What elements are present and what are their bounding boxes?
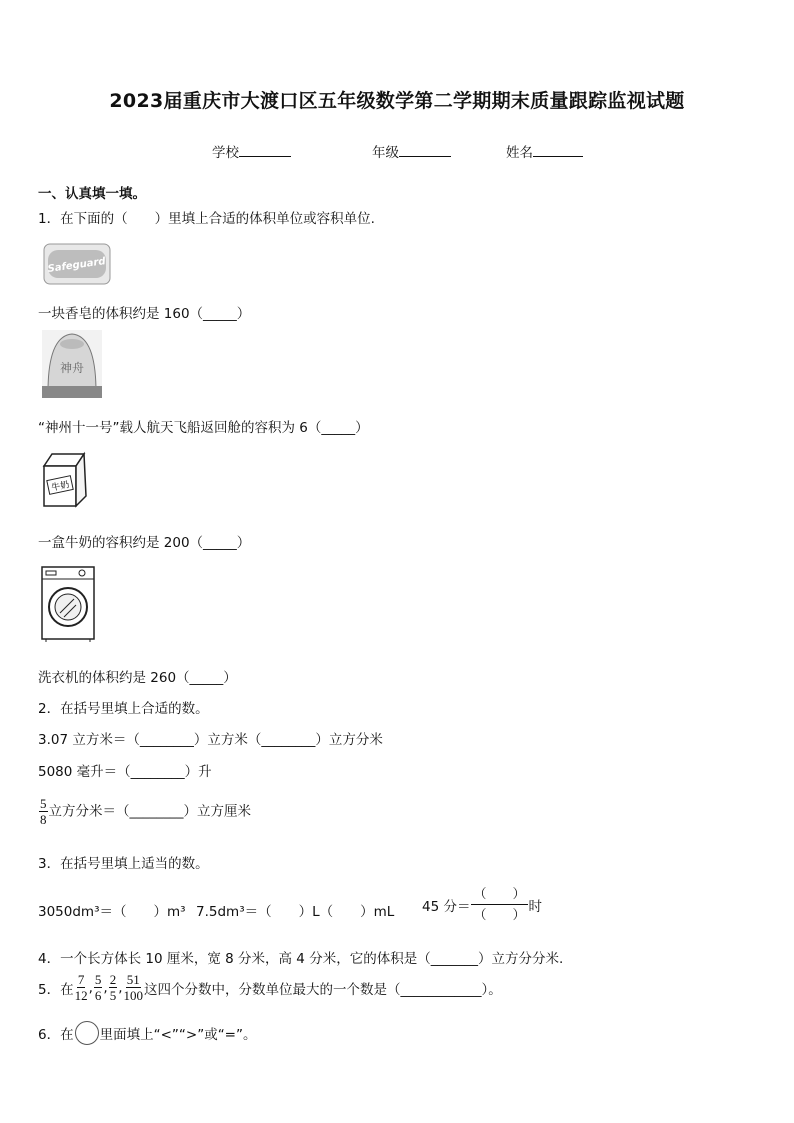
q3-fraction: $\frac{( )}{( )}$ <box>473 886 526 922</box>
q6-suffix: 里面填上“<”“>”或“=”。 <box>99 1027 257 1043</box>
fraction-5-8: $\frac{5}{8}$ <box>40 796 47 827</box>
name-label: 姓名 <box>506 145 533 161</box>
washing-machine-image <box>40 565 96 647</box>
q5-suffix: 这四个分数中，分数单位最大的一个数是（____________）。 <box>143 981 502 998</box>
question-4: 4．一个长方体长 10 厘米，宽 8 分米，高 4 分米，它的体积是（_______）立方分分米. <box>38 951 564 967</box>
q2-line-3-text: 立方分米＝（________）立方厘米 <box>48 803 251 820</box>
question-2: 2．在括号里填上合适的数。 <box>38 701 209 717</box>
q2-line-3 <box>38 796 251 827</box>
page-title: 2023届重庆市大渡口区五年级数学第二学期期末质量跟踪监视试题 <box>109 90 685 112</box>
separator: , <box>88 979 93 996</box>
milk-question: 一盒牛奶的容积约是 200（_____） <box>38 535 251 551</box>
q3-unit: 时 <box>528 898 542 915</box>
capsule-chars: 神舟 <box>59 361 85 375</box>
q2-line-2: 5080 毫升＝（________）升 <box>38 764 212 780</box>
q3-part-1: 3050dm³＝（ ）m³ <box>38 904 186 920</box>
milk-carton-image <box>40 450 90 512</box>
soap-logo: Safeguard <box>47 256 107 276</box>
soap-question: 一块香皂的体积约是 160（_____） <box>38 306 251 322</box>
grade-label: 年级 <box>372 145 399 161</box>
q6-prefix: 6．在 <box>38 1027 74 1043</box>
question-3: 3．在括号里填上适当的数。 <box>38 856 209 872</box>
fraction-2-5: $\frac{2}{5}$ <box>109 972 117 1003</box>
capsule-question: “神州十一号”载人航天飞船返回舱的容积为 6（_____） <box>38 420 369 436</box>
washer-question: 洗衣机的体积约是 260（_____） <box>38 670 237 686</box>
question-5 <box>38 972 502 1003</box>
separator: , <box>118 979 123 996</box>
compare-circle[interactable] <box>75 1021 99 1045</box>
section-heading: 一、认真填一填。 <box>38 186 146 202</box>
capsule-image <box>42 330 102 402</box>
milk-label: 牛奶 <box>50 480 71 494</box>
fraction-5-6: $\frac{5}{6}$ <box>94 972 102 1003</box>
question-1: 1．在下面的（ ）里填上合适的体积单位或容积单位. <box>38 211 375 227</box>
fraction-51-100: $\frac{51}{100}$ <box>123 972 143 1003</box>
q3-part-3-label: 45 分＝ <box>422 898 471 915</box>
soap-image <box>42 238 112 292</box>
separator: , <box>103 979 108 996</box>
school-field[interactable] <box>212 141 291 161</box>
grade-field[interactable] <box>372 141 451 161</box>
q3-part-2: 7.5dm³＝（ ）L（ ）mL <box>196 904 395 920</box>
q2-line-1: 3.07 立方米＝（________）立方米（________）立方分米 <box>38 732 383 748</box>
question-6 <box>38 1021 257 1045</box>
q3-part-3 <box>422 884 542 925</box>
fraction-7-12: $\frac{7}{12}$ <box>74 972 88 1003</box>
school-label: 学校 <box>212 145 239 161</box>
q5-prefix: 5．在 <box>38 981 74 998</box>
name-field[interactable] <box>506 141 583 161</box>
